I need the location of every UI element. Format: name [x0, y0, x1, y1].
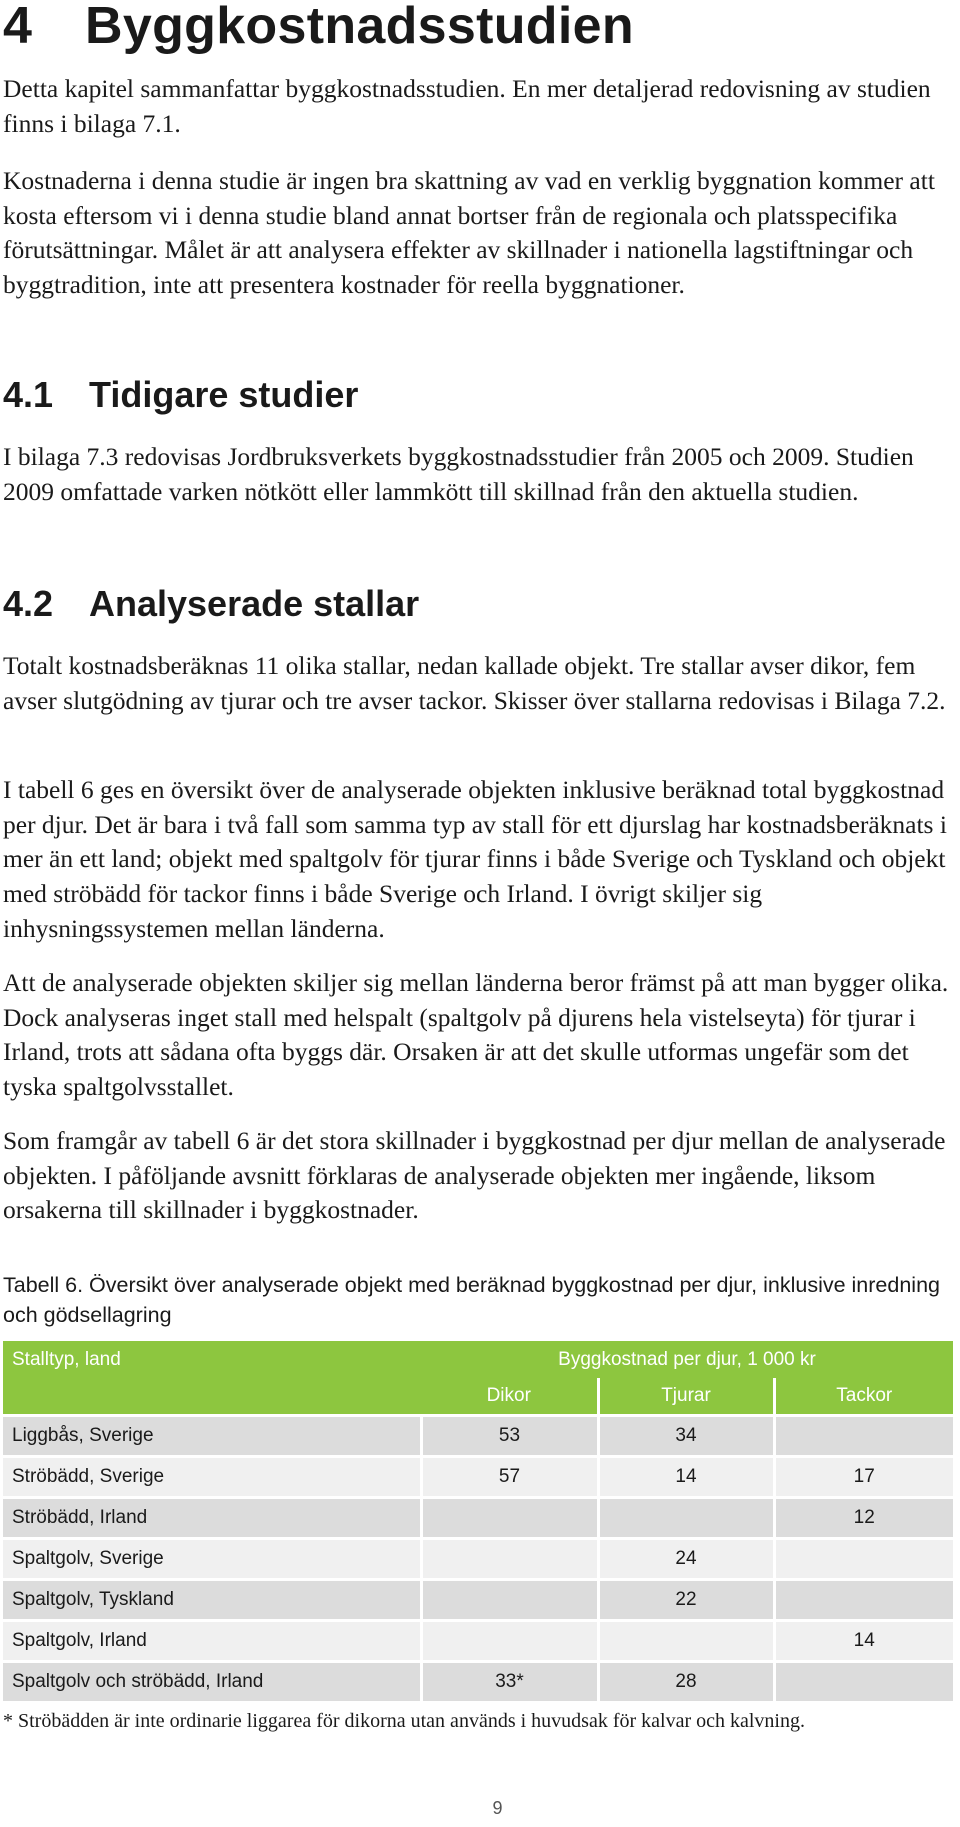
cell-tackor	[774, 1580, 953, 1621]
table-row	[3, 1539, 953, 1580]
chapter-intro-paragraph: Detta kapitel sammanfattar byggkostnadsstudien. En mer detaljerad redovisning av studien finns i bilaga 7.1.	[3, 74, 931, 138]
table-row	[3, 1621, 953, 1662]
cell-tjurar	[598, 1621, 774, 1662]
row-label: Spaltgolv, Sverige	[3, 1539, 421, 1580]
cell-tjurar: 34	[598, 1416, 774, 1457]
row-label: Ströbädd, Irland	[3, 1498, 421, 1539]
chapter-heading	[3, 0, 634, 56]
cell-tackor: 17	[774, 1457, 953, 1498]
cell-tackor	[774, 1662, 953, 1702]
section-4-2-paragraph: I tabell 6 ges en översikt över de analyserade objekten inklusive beräknad total byggkostnad per djur. Det är bara i två fall som samma typ av stall för ett djurslag har kostnadsberäknats i mer än ett land; objekt med spaltgolv för tjurar finns i både Sverige och Tyskland och objekt med ströbädd för tackor finns i både Sverige och Irland. I övrigt skiljer sig inhysningssystemen mellan länderna.	[3, 775, 947, 943]
table-row	[3, 1498, 953, 1539]
chapter-number: 4	[3, 0, 33, 55]
row-label: Spaltgolv, Irland	[3, 1621, 421, 1662]
section-4-2-paragraph: Totalt kostnadsberäknas 11 olika stallar, nedan kallade objekt. Tre stallar avser dikor, fem avser slutgödning av tjurar och tre avser tackor. Skisser över stallarna redovisas i Bilaga 7.2.	[3, 651, 946, 715]
cell-dikor	[421, 1539, 598, 1580]
section-title: Tidigare studier	[89, 374, 359, 415]
section-number: 4.2	[3, 583, 54, 624]
table-row	[3, 1580, 953, 1621]
cell-tackor	[774, 1539, 953, 1580]
cost-table	[3, 1341, 953, 1701]
page-number: 9	[492, 1798, 503, 1818]
table-row	[3, 1662, 953, 1702]
section-heading-4-2	[3, 583, 419, 625]
header-dikor: Dikor	[421, 1378, 598, 1416]
cell-tjurar: 28	[598, 1662, 774, 1702]
cell-dikor	[421, 1498, 598, 1539]
section-4-2-paragraph: Att de analyserade objekten skiljer sig mellan länderna beror främst på att man bygger olika. Dock analyseras inget stall med helspalt (spaltgolv på djurens hela vistelseyta) för tjurar i Irland, trots att sådana ofta byggs där. Orsaken är att det skulle utformas ungefär som det tyska spaltgolvsstallet.	[3, 968, 949, 1102]
table-row	[3, 1457, 953, 1498]
cell-tjurar: 24	[598, 1539, 774, 1580]
cell-dikor	[421, 1580, 598, 1621]
header-group-cost: Byggkostnad per djur, 1 000 kr	[421, 1341, 953, 1378]
header-tjurar: Tjurar	[598, 1378, 774, 1416]
section-4-1-paragraph: I bilaga 7.3 redovisas Jordbruksverkets byggkostnadsstudier från 2005 och 2009. Studien 2009 omfattade varken nötkött eller lammkött till skillnad från den aktuella studien.	[3, 442, 914, 506]
cell-tackor	[774, 1416, 953, 1457]
cell-dikor: 53	[421, 1416, 598, 1457]
table-caption: Tabell 6. Översikt över analyserade objekt med beräknad byggkostnad per djur, inklusive inredning och gödsellagring	[3, 1273, 940, 1327]
cell-tjurar	[598, 1498, 774, 1539]
header-stalltyp: Stalltyp, land	[3, 1341, 421, 1416]
section-4-2-paragraph: Som framgår av tabell 6 är det stora skillnader i byggkostnad per djur mellan de analyserade objekten. I påföljande avsnitt förklaras de analyserade objekten mer ingående, liksom orsakerna till skillnader i byggkostnader.	[3, 1126, 946, 1225]
chapter-title: Byggkostnadsstudien	[85, 0, 634, 55]
cell-dikor	[421, 1621, 598, 1662]
header-tackor: Tackor	[774, 1378, 953, 1416]
cell-tjurar: 22	[598, 1580, 774, 1621]
table-row	[3, 1416, 953, 1457]
section-heading-4-1	[3, 374, 358, 416]
section-number: 4.1	[3, 374, 54, 415]
row-label: Liggbås, Sverige	[3, 1416, 421, 1457]
chapter-paragraph: Kostnaderna i denna studie är ingen bra skattning av vad en verklig byggnation kommer att kosta eftersom vi i denna studie bland annat bortser från de regionala och platsspecifika förutsättningar. Målet är att analysera effekter av skillnader i nationella lagstiftningar och byggtradition, inte att presentera kostnader för reella byggnationer.	[3, 166, 935, 300]
row-label: Spaltgolv och ströbädd, Irland	[3, 1662, 421, 1702]
cell-tackor: 12	[774, 1498, 953, 1539]
cell-dikor: 33*	[421, 1662, 598, 1702]
table-footnote: * Ströbädden är inte ordinarie liggarea för dikorna utan används i huvudsak för kalvar och kalvning.	[3, 1710, 805, 1732]
cell-dikor: 57	[421, 1457, 598, 1498]
cell-tackor: 14	[774, 1621, 953, 1662]
row-label: Ströbädd, Sverige	[3, 1457, 421, 1498]
cell-tjurar: 14	[598, 1457, 774, 1498]
section-title: Analyserade stallar	[89, 583, 420, 624]
row-label: Spaltgolv, Tyskland	[3, 1580, 421, 1621]
